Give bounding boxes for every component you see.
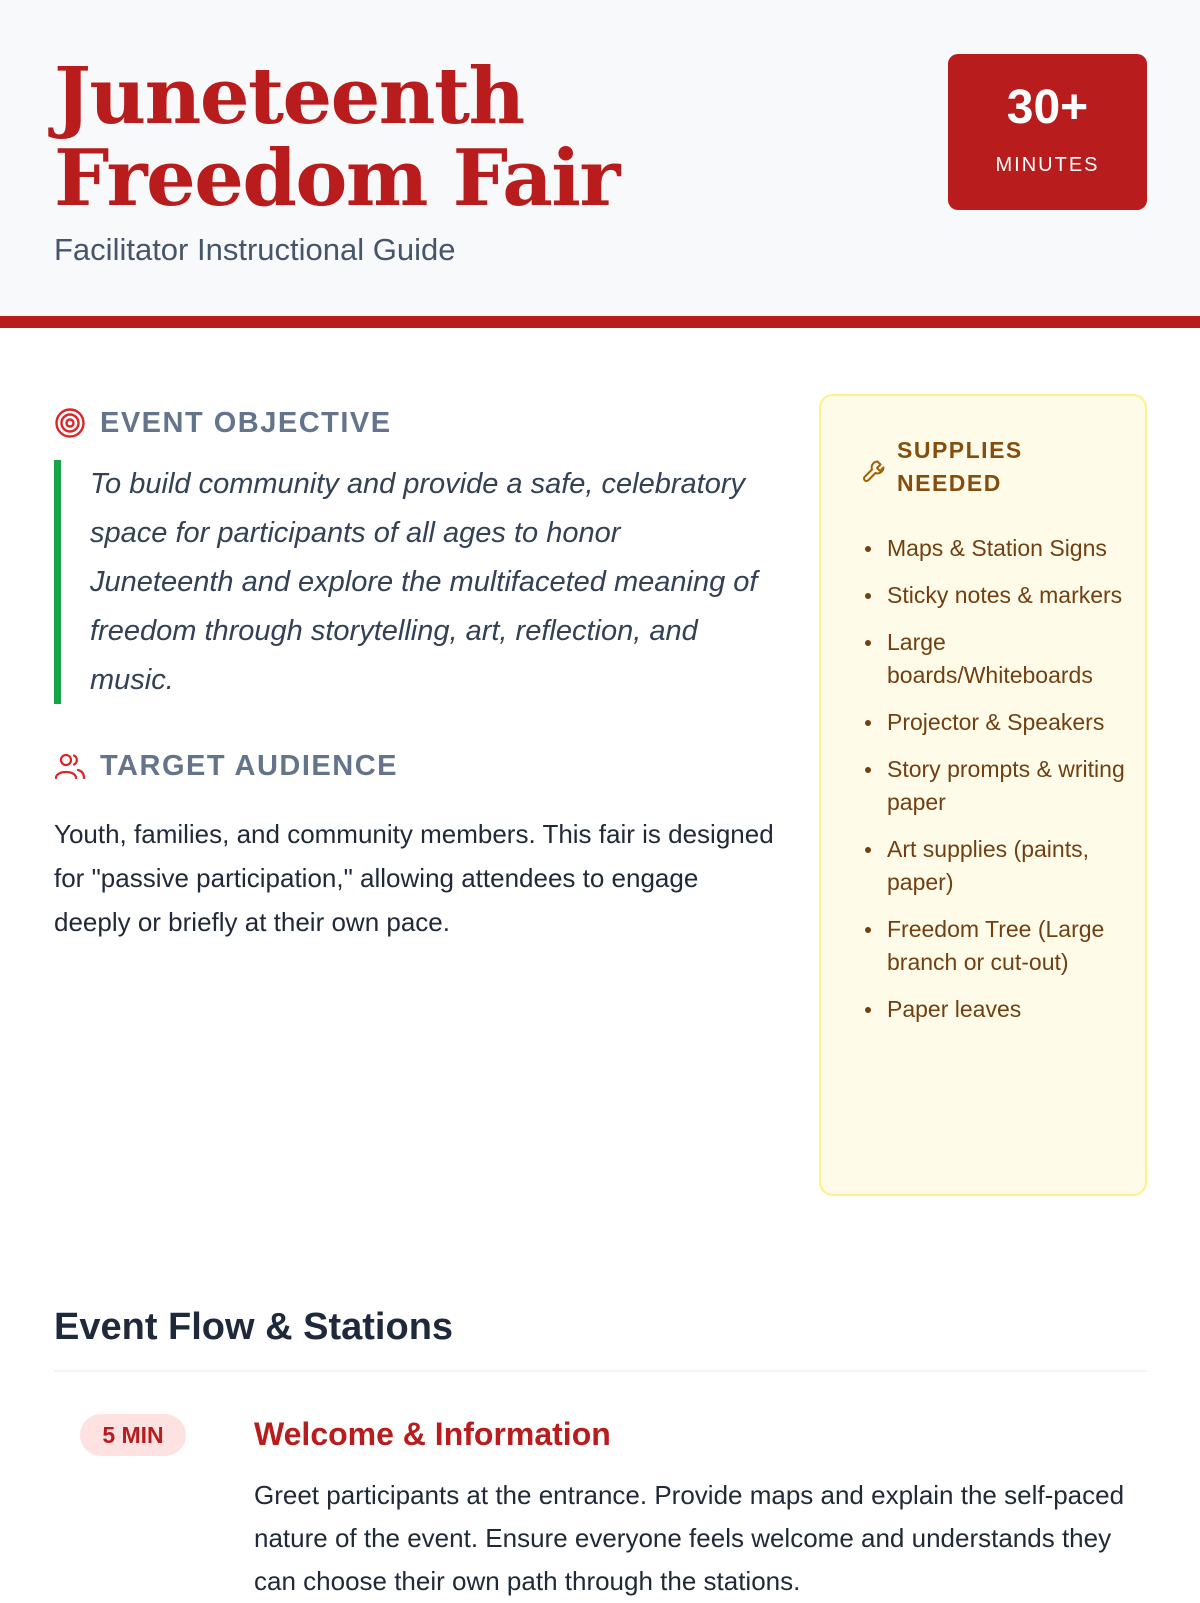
objective-text: To build community and provide a safe, celebratory space for participants of all ages to honor Juneteenth and explore the multifaceted meaning of freedom through storytelling, art, reflection, and music. bbox=[54, 460, 766, 704]
objective-heading-label: EVENT OBJECTIVE bbox=[100, 407, 392, 439]
supplies-list bbox=[887, 532, 1131, 1040]
flow-heading: Event Flow & Stations bbox=[54, 1306, 454, 1348]
supply-item: Freedom Tree (Large branch or cut-out) bbox=[887, 913, 1131, 979]
duration-unit: MINUTES bbox=[995, 154, 1100, 176]
page-header bbox=[0, 0, 1200, 328]
target-icon bbox=[54, 407, 86, 439]
page-subtitle: Facilitator Instructional Guide bbox=[54, 232, 456, 267]
supply-item: Large boards/Whiteboards bbox=[887, 626, 1131, 692]
supply-item: Projector & Speakers bbox=[887, 706, 1131, 739]
station-title: Welcome & Information bbox=[254, 1416, 611, 1452]
supply-item: Paper leaves bbox=[887, 993, 1131, 1026]
flow-divider bbox=[54, 1370, 1147, 1372]
wrench-icon bbox=[861, 458, 887, 484]
station-description: Greet participants at the entrance. Provide maps and explain the self-paced nature of the event. Ensure everyone feels welcome and understands they can choose their own path through the stations. bbox=[254, 1480, 1125, 1596]
station-time-badge: 5 MIN bbox=[80, 1414, 186, 1456]
audience-heading-label: TARGET AUDIENCE bbox=[100, 750, 398, 782]
supply-item: Art supplies (paints, paper) bbox=[887, 833, 1131, 899]
supply-item: Maps & Station Signs bbox=[887, 532, 1131, 565]
supplies-heading: SUPPLIES NEEDED bbox=[897, 437, 1023, 496]
users-icon bbox=[54, 750, 86, 782]
audience-text: Youth, families, and community members. This fair is designed for "passive participation," allowing attendees to engage deeply or briefly at their own pace. bbox=[54, 819, 774, 937]
supply-item: Sticky notes & markers bbox=[887, 579, 1131, 612]
page-title: Juneteenth Freedom Fair bbox=[54, 51, 619, 224]
duration-badge bbox=[948, 54, 1147, 210]
supplies-panel bbox=[819, 394, 1147, 1196]
supply-item: Story prompts & writing paper bbox=[887, 753, 1131, 819]
duration-value: 30+ bbox=[1006, 81, 1089, 134]
